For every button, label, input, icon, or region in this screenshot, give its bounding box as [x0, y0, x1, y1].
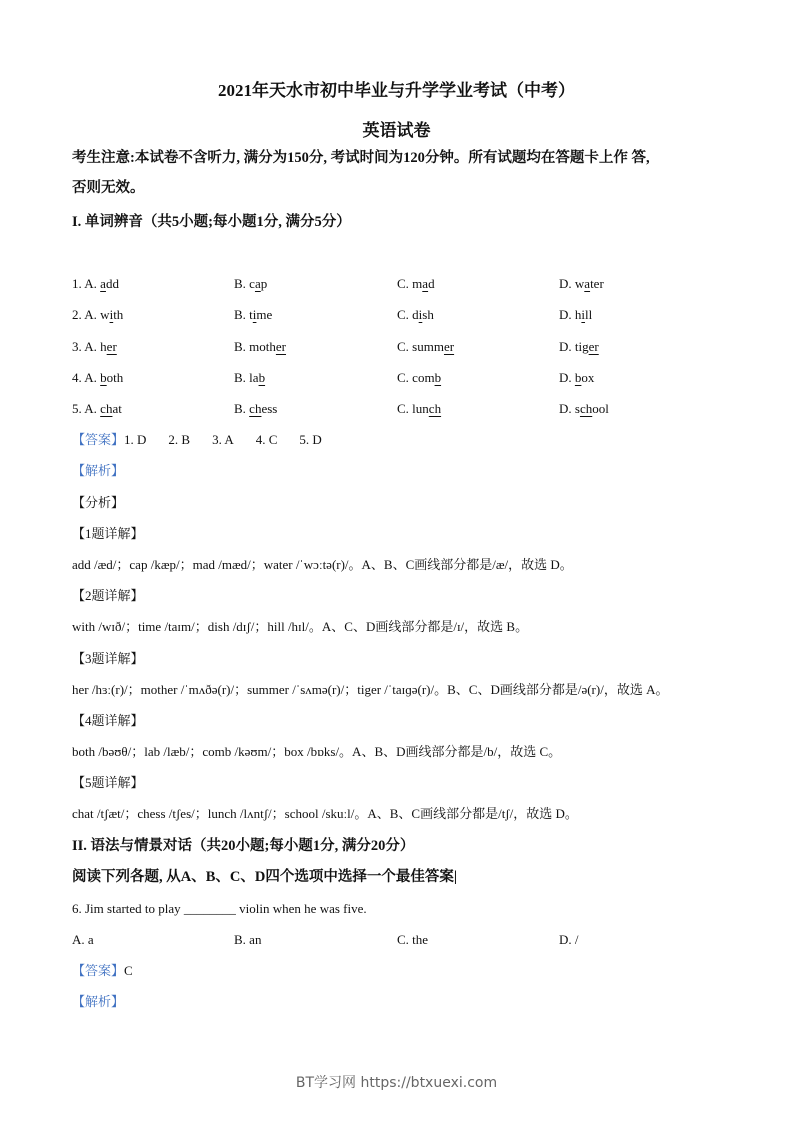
analysis-label: 【解析】 — [72, 994, 125, 1009]
underlined-letters: ch — [579, 401, 593, 417]
detail-heading: 【3题详解】 — [72, 651, 144, 666]
q6-option-b: B. an — [234, 932, 262, 947]
answer-value: C — [124, 963, 133, 978]
q6-option-c: C. the — [397, 932, 429, 947]
detail-heading: 【4题详解】 — [72, 713, 144, 728]
underlined-letters: ch — [100, 401, 113, 417]
underlined-letters: i — [109, 307, 114, 323]
underlined-letters: er — [443, 338, 455, 354]
analysis-label: 【解析】 — [72, 463, 125, 478]
option-3-c: C. summer — [397, 338, 455, 354]
answer-4: 4. C — [255, 432, 278, 447]
option-4-d: D. box — [559, 369, 595, 385]
answer-label: 【答案】 — [72, 963, 125, 978]
q6-answer — [72, 963, 133, 979]
detail-text: chat /tʃæt/；chess /tʃes/；lunch /lʌntʃ/；school /skuːl/。A、B、C画线部分都是/tʃ/，故选 D。 — [72, 806, 578, 821]
section-2-instruction: 阅读下列各题, 从A、B、C、D四个选项中选择一个最佳答案| — [72, 869, 458, 885]
option-4-c: C. comb — [397, 369, 442, 385]
option-4-b: B. lab — [234, 369, 266, 385]
detail-text: both /bəʊθ/；lab /læb/；comb /kəʊm/；box /bɒks/。A、B、D画线部分都是/b/，故选 C。 — [72, 744, 562, 759]
section-1-heading: I. 单词辨音（共5小题;每小题1分, 满分5分） — [72, 214, 351, 230]
underlined-letters: b — [574, 369, 582, 385]
answer-2: 2. B — [168, 432, 191, 447]
option-2-b: B. time — [234, 307, 273, 323]
underlined-letters: a — [100, 276, 106, 291]
option-1-c: C. mad — [397, 276, 435, 291]
option-5-a: 5. A. chat — [72, 401, 122, 417]
underlined-letters: a — [254, 276, 261, 291]
option-3-b: B. mother — [234, 338, 287, 354]
underlined-letters: b — [100, 369, 107, 385]
q6-option-a: A. a — [72, 932, 94, 947]
detail-heading: 【5题详解】 — [72, 775, 144, 790]
option-1-a: 1. A. add — [72, 276, 119, 291]
underlined-letters: ch — [428, 401, 442, 417]
option-1-d: D. water — [559, 276, 604, 291]
underlined-letters: er — [106, 338, 117, 354]
question-6-stem: 6. Jim started to play ________ violin when he was five. — [72, 901, 367, 916]
detail-text: add /æd/；cap /kæp/；mad /mæd/；water /ˈwɔːtə(r)/。A、B、C画线部分都是/æ/，故选 D。 — [72, 557, 573, 572]
underlined-letters: i — [252, 307, 257, 323]
underlined-letters: i — [581, 307, 586, 323]
detail-heading: 【1题详解】 — [72, 526, 144, 541]
option-5-d: D. school — [559, 401, 609, 417]
option-1-b: B. cap — [234, 276, 268, 291]
answer-3: 3. A — [212, 432, 234, 447]
underlined-letters: b — [258, 369, 266, 385]
option-4-a: 4. A. both — [72, 369, 124, 385]
section-2-heading: II. 语法与情景对话（共20小题;每小题1分, 满分20分） — [72, 838, 415, 854]
answer-label: 【答案】 — [72, 432, 125, 447]
underlined-letters: ch — [249, 401, 262, 417]
underlined-letters: er — [275, 338, 287, 354]
option-2-a: 2. A. with — [72, 307, 124, 323]
option-5-c: C. lunch — [397, 401, 442, 417]
underlined-letters: er — [588, 338, 599, 354]
answer-1: 1. D — [124, 432, 147, 447]
answer-5: 5. D — [299, 432, 322, 447]
option-3-a: 3. A. her — [72, 338, 117, 354]
underlined-letters: i — [418, 307, 423, 323]
notice-line-2: 否则无效。 — [72, 180, 145, 196]
detail-heading: 【2题详解】 — [72, 588, 144, 603]
underlined-letters: a — [584, 276, 591, 291]
fenxi-label: 【分析】 — [72, 495, 125, 510]
page-subtitle: 英语试卷 — [362, 121, 431, 140]
underlined-letters: b — [434, 369, 442, 385]
footer-watermark: BT学习网 https://btxuexi.com — [295, 1075, 498, 1091]
underlined-letters: a — [422, 276, 429, 291]
answer-line — [72, 432, 344, 448]
q6-option-d: D. / — [559, 932, 579, 947]
page-title: 2021年天水市初中毕业与升学学业考试（中考） — [218, 81, 575, 100]
detail-text: her /hɜː(r)/；mother /ˈmʌðə(r)/；summer /ˈsʌmə(r)/；tiger /ˈtaɪɡə(r)/。B、C、D画线部分都是/ə(r)/，故选 A。 — [72, 682, 669, 697]
option-3-d: D. tiger — [559, 338, 599, 354]
option-2-c: C. dish — [397, 307, 434, 323]
option-2-d: D. hill — [559, 307, 593, 323]
notice-line-1: 考生注意:本试卷不含听力, 满分为150分, 考试时间为120分钟。所有试题均在答题卡上作 答, — [72, 150, 650, 166]
option-5-b: B. chess — [234, 401, 278, 417]
detail-text: with /wɪð/；time /taɪm/；dish /dɪʃ/；hill /hɪl/。A、C、D画线部分都是/ɪ/，故选 B。 — [72, 619, 529, 634]
